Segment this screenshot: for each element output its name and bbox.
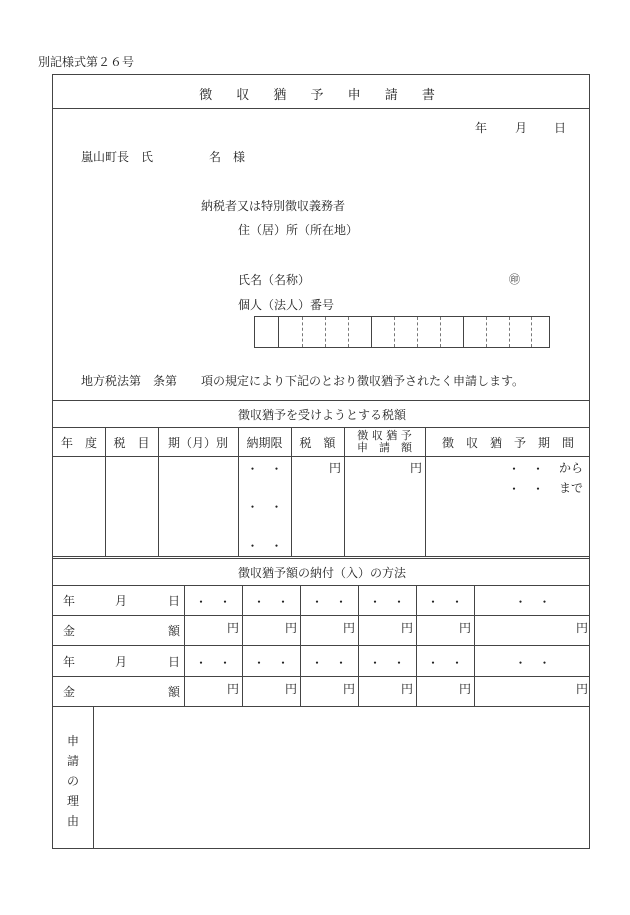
name-label: 氏名（名称） [238,273,311,287]
pay-row3-dots: ・ ・ [310,656,347,670]
header-tax-item: 税 目 [113,436,150,450]
reason-char-2: 請 [67,754,80,768]
addressee-sama: 名 様 [209,150,246,164]
pay-row3-month: 月 [115,655,128,669]
pay-row2-yen: 円 [226,621,239,635]
reason-char-5: 由 [67,814,80,828]
date-year-label: 年 [475,121,488,135]
number-boxes[interactable] [254,316,550,348]
period-from-label: から [559,461,584,475]
pay-row4-yen: 円 [342,682,355,696]
application-form [52,74,590,849]
reason-char-4: 理 [67,794,80,808]
form-number: 別記様式第２６号 [38,55,135,69]
tax-section-title: 徴収猶予を受けようとする税額 [237,408,406,422]
form-title: 徴 収 猶 予 申 請 書 [199,88,445,103]
header-requested-amount-line2: 申 請 額 [357,441,412,454]
statement-text: 地方税法第 条第 項の規定により下記のとおり徴収猶予されたく申請します。 [81,374,525,388]
pay-row3-day: 日 [168,655,181,669]
tax-amount-yen: 円 [328,461,341,475]
address-label: 住（居）所（所在地） [238,223,359,237]
pay-row2-yen: 円 [400,621,413,635]
pay-row1-year: 年 [63,594,76,608]
date-month-label: 月 [515,121,528,135]
pay-row4-gaku: 額 [168,685,181,699]
pay-row2-kin: 金 [63,624,76,638]
requested-amount-yen: 円 [409,461,422,475]
seal-icon: ㊞ [509,273,520,286]
pay-row2-yen: 円 [575,621,588,635]
pay-row3-dots: ・ ・ [252,656,289,670]
reason-char-1: 申 [67,734,80,748]
pay-row2-gaku: 額 [168,624,181,638]
pay-row1-dots: ・ ・ [194,595,231,609]
pay-row4-yen: 円 [226,682,239,696]
number-label: 個人（法人）番号 [238,298,335,312]
pay-row1-dots: ・ ・ [426,595,463,609]
header-deferral-period: 徴 収 猶 予 期 間 [441,436,574,450]
header-fiscal-year: 年 度 [60,436,97,450]
header-period: 期（月）別 [167,436,228,450]
period-to-label: まで [559,481,584,495]
payment-section-title: 徴収猶予額の納付（入）の方法 [237,566,406,580]
date-day-label: 日 [554,121,567,135]
addressee-mayor: 嵐山町長 氏 [81,150,154,164]
reason-input-area[interactable] [94,707,590,849]
header-deadline: 納期限 [246,436,283,450]
period-from-dots: ・ ・ [508,462,545,476]
pay-row3-year: 年 [63,655,76,669]
pay-row3-dots: ・ ・ [368,656,405,670]
header-requested-amount-line1: 徴 収 猶 予 [357,429,412,442]
pay-row1-dots: ・ ・ [310,595,347,609]
header-tax-amount: 税 額 [299,436,336,450]
pay-row2-yen: 円 [342,621,355,635]
pay-row1-dots: ・ ・ [514,595,551,609]
pay-row2-yen: 円 [458,621,471,635]
pay-row4-yen: 円 [458,682,471,696]
deadline-dots-2: ・ ・ [246,500,283,514]
reason-char-3: の [67,774,80,788]
pay-row3-dots: ・ ・ [514,656,551,670]
pay-row1-dots: ・ ・ [368,595,405,609]
pay-row1-dots: ・ ・ [252,595,289,609]
pay-row4-kin: 金 [63,685,76,699]
pay-row4-yen: 円 [575,682,588,696]
pay-row1-day: 日 [168,594,181,608]
deadline-dots-3: ・ ・ [246,539,283,553]
period-to-dots: ・ ・ [508,482,545,496]
pay-row2-yen: 円 [284,621,297,635]
applicant-role: 納税者又は特別徴収義務者 [201,199,346,213]
pay-row4-yen: 円 [400,682,413,696]
pay-row1-month: 月 [115,594,128,608]
pay-row4-yen: 円 [284,682,297,696]
pay-row3-dots: ・ ・ [426,656,463,670]
pay-row3-dots: ・ ・ [194,656,231,670]
deadline-dots-1: ・ ・ [246,462,283,476]
